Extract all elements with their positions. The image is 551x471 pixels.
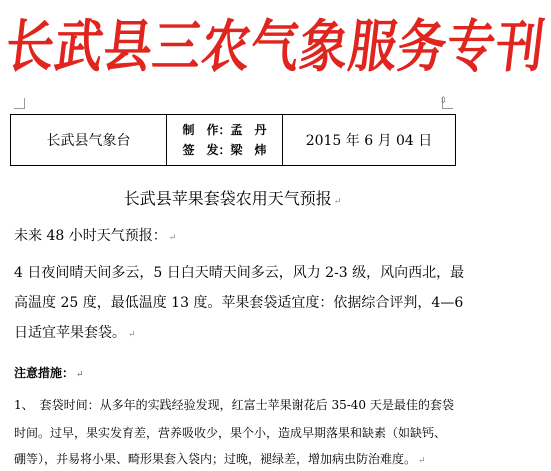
producer-name: 孟 丹	[230, 123, 267, 137]
issuer-label: 签 发：	[182, 143, 231, 157]
notes-line	[14, 450, 453, 467]
org-cell	[11, 115, 167, 165]
paragraph-mark: ↵	[128, 330, 136, 340]
header-info-table	[10, 114, 456, 166]
paragraph-mark: ↵	[168, 233, 177, 243]
notes-heading	[14, 364, 453, 381]
producer-label: 制 作：	[182, 123, 231, 137]
forecast-line: 高温度 25 度，最低温度 13 度。苹果套袋适宜度：依据综合评判，4—6	[14, 295, 464, 311]
document-title	[0, 186, 465, 209]
masthead-title: 长武县三农气象服务专刊	[2, 13, 549, 81]
document-title-text: 长武县苹果套袋农用天气预报	[123, 189, 332, 208]
issuer-row	[182, 140, 266, 160]
forecast-line	[14, 322, 453, 342]
forecast-line: 4 日夜间晴天间多云，5 日白天晴天间多云，风力 2-3 级，风向西北，最	[14, 265, 465, 281]
forecast-heading	[14, 225, 453, 245]
staff-cell	[167, 115, 283, 165]
paragraph-mark: ↵	[76, 370, 84, 380]
issuer-name: 梁 炜	[230, 143, 267, 157]
paragraph-mark: ↵	[333, 197, 342, 207]
paragraph-mark: ↵	[418, 456, 426, 466]
page-corner-mark-left	[14, 98, 25, 109]
notes-heading-text: 注意措施：	[14, 366, 75, 380]
forecast-line-text: 日适宜苹果套袋。	[14, 325, 126, 341]
issue-date: 2015 年 6 月 04 日	[305, 133, 433, 149]
notes-line: 时间。过早，果实发育差，营养吸收少，果个小，造成早期落果和缺素（如缺钙、	[14, 426, 447, 440]
producer-row	[182, 120, 266, 140]
anchor-arrow-icon: ⇳	[439, 96, 447, 106]
forecast-heading-text: 未来 48 小时天气预报：	[14, 228, 167, 244]
org-name: 长武县气象台	[46, 133, 131, 149]
notes-line: 1、 套袋时间：从多年的实践经验发现，红富士苹果谢花后 35-40 天是最佳的套袋	[14, 398, 454, 412]
date-cell	[283, 115, 455, 165]
notes-line-text: 硼等），并易将小果、畸形果套入袋内；过晚，褪绿差，增加病虫防治难度。	[14, 452, 417, 466]
